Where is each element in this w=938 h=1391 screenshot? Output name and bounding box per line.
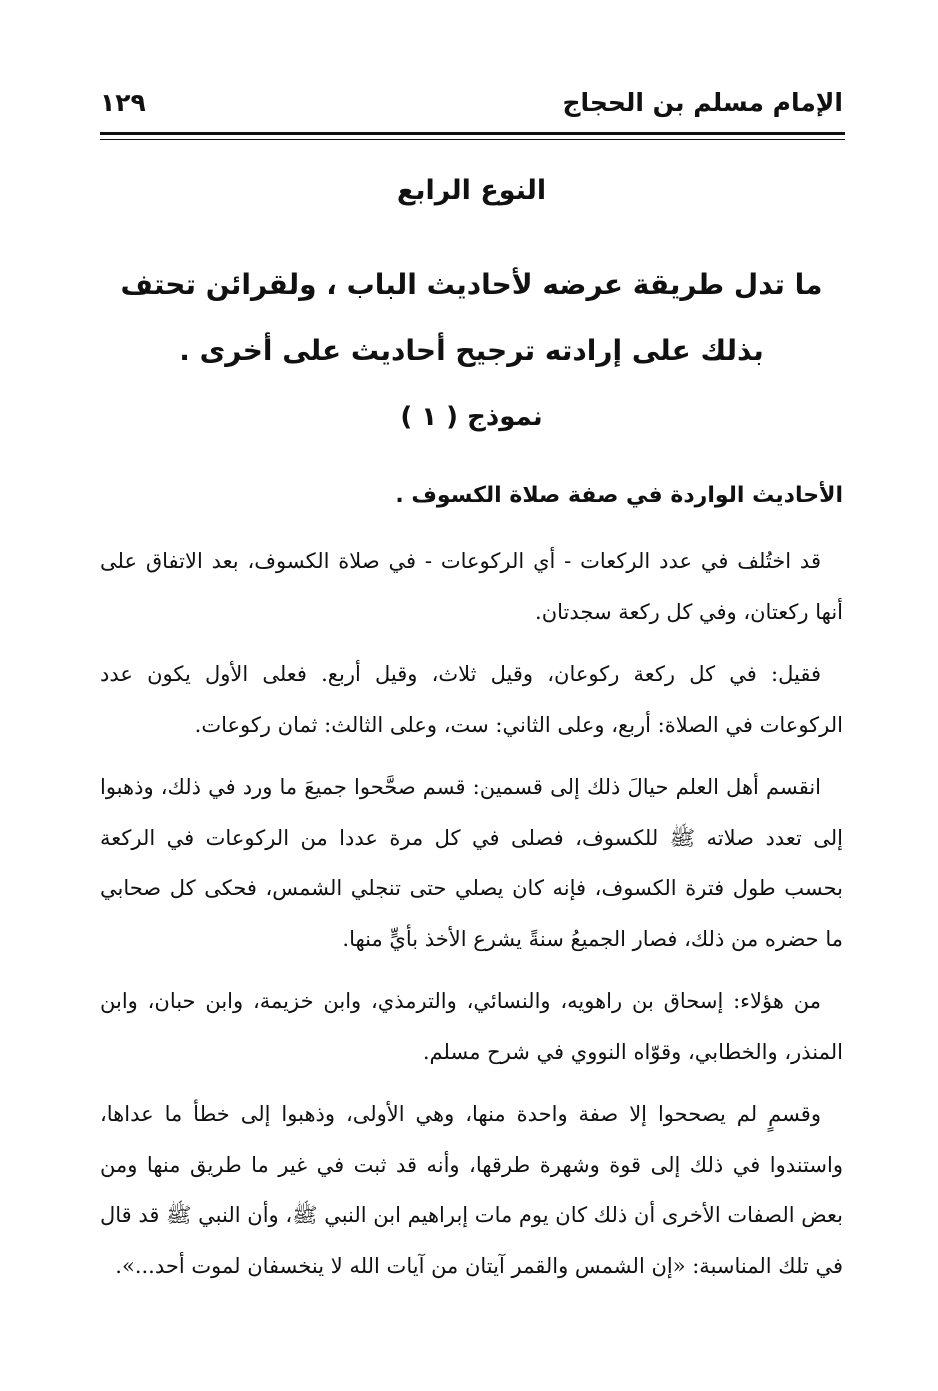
subheading: الأحاديث الواردة في صفة صلاة الكسوف . [395, 483, 843, 508]
paragraph: انقسم أهل العلم حيالَ ذلك إلى قسمين: قسم صحَّحوا جميعَ ما ورد في ذلك، وذهبوا إلى تعدد صلاته ﷺ للكسوف، فصلى في كل مرة عددا من الركوعات في الركعة بحسب طول فترة الكسوف، فإنه كان يصلي حتى تنجلي الشمس، فحكى كل صحابي ما حضره من ذلك، فصار الجميعُ سنةً يشرع الأخذ بأيٍّ منها. [100, 775, 843, 951]
header-rule-thin [100, 139, 845, 140]
paragraph: وقسمٍ لم يصححوا إلا صفة واحدة منها، وهي الأولى، وذهبوا إلى خطأ ما عداها، واستندوا في ذلك إلى قوة وشهرة طرقها، وأنه قد ثبت في غير ما طريق منها ومن بعض الصفات الأخرى أن ذلك كان يوم مات إبراهيم ابن النبي ﷺ، وأن النبي ﷺ قد قال في تلك المناسبة: «إن الشمس والقمر آيتان من آيات الله لا ينخسفان لموت أحد...». [100, 1102, 843, 1278]
paragraph: من هؤلاء: إسحاق بن راهويه، والنسائي، والترمذي، وابن خزيمة، وابن حبان، وابن المنذر، والخطابي، وقوّاه النووي في شرح مسلم. [100, 989, 843, 1064]
page-number: ١٢٩ [100, 88, 146, 117]
model-label: نموذج ( ١ ) [400, 402, 543, 432]
running-title: الإمام مسلم بن الحجاج [562, 88, 843, 117]
header-rule-thick [100, 132, 845, 135]
section-heading: ما تدل طريقة عرضه لأحاديث الباب ، ولقرائن تحتف بذلك على إرادته ترجيح أحاديث على أخرى . [120, 268, 823, 367]
paragraph: قد اختُلف في عدد الركعات - أي الركوعات - في صلاة الكسوف، بعد الاتفاق على أنها ركعتان، وفي كل ركعة سجدتان. [100, 549, 843, 624]
paragraph: فقيل: في كل ركعة ركوعان، وقيل ثلاث، وقيل أربع. فعلى الأول يكون عدد الركوعات في الصلاة: أربع، وعلى الثاني: ست، وعلى الثالث: ثمان ركوعات. [100, 662, 843, 737]
body-text [100, 536, 843, 1303]
section-type-label: النوع الرابع [396, 175, 547, 206]
